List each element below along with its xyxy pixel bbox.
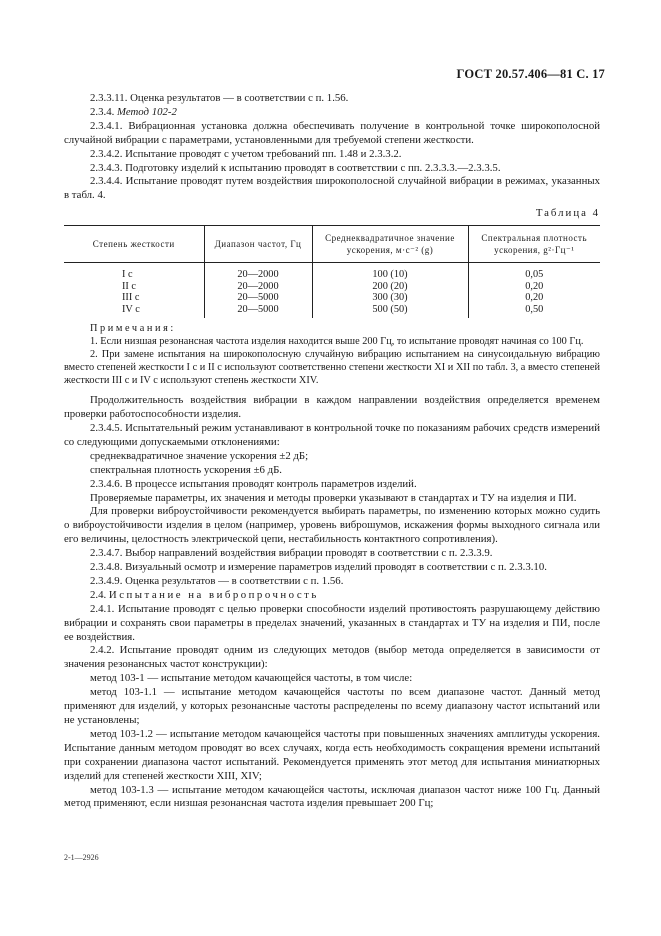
table-cell: 20—5000 bbox=[204, 304, 312, 319]
table-row bbox=[64, 304, 600, 319]
table-cell: 300 (30) bbox=[312, 292, 468, 304]
table-cell: 0,50 bbox=[468, 304, 600, 319]
table-caption: Таблица 4 bbox=[535, 207, 600, 220]
column-header: Степень жесткости bbox=[64, 226, 204, 263]
paragraph: 2.3.4.6. В процессе испытания проводят контроль параметров изделий. bbox=[90, 477, 417, 490]
paragraph: Проверяемые параметры, их значения и методы проверки указывают в стандартах и ТУ на изделия и ПИ. bbox=[90, 491, 577, 504]
paragraph: 2.3.4.1. Вибрационная установка должна обеспечивать получение в контрольной точке широкополосной случайной вибрации с параметрами, установленными для требуемой степени жесткости. bbox=[64, 119, 600, 146]
table-header-row bbox=[64, 226, 600, 263]
document-body bbox=[64, 92, 600, 811]
table-cell: I с bbox=[122, 269, 133, 281]
list-item: метод 103-1.1 — испытание методом качающейся частоты по всем диапазоне частот. Данный метод применяют для изделий, у которых резонансные частоты распределены по всему диапазону частот испытаний или не установлены; bbox=[64, 686, 600, 726]
paragraph: 2.3.3.11. Оценка результатов — в соответствии с п. 1.56. bbox=[90, 92, 349, 104]
paragraph: 2.3.4.8. Визуальный осмотр и измерение параметров изделий проводят в соответствии с п. 2.3.3.10. bbox=[90, 561, 547, 574]
paragraph: 2.4.1. Испытание проводят с целью проверки способности изделий противостоять разрушающему действию вибрации и сохранять свои параметры в пределах значений, указанных в стандартах и ТУ на изделия и ПИ, после ее воздействия. bbox=[64, 602, 600, 643]
section-heading-vibration-strength bbox=[64, 589, 600, 603]
list-item: спектральная плотность ускорения ±6 дБ. bbox=[90, 463, 282, 476]
paragraph: 2.3.4.5. Испытательный режим устанавливают в контрольной точке по показаниям рабочих средств измерений со следующими допускаемыми отклонениями: bbox=[64, 421, 600, 448]
table-cell: 200 (20) bbox=[312, 281, 468, 293]
section-number: 2.3.4. bbox=[90, 105, 115, 118]
paragraph: 2.3.4.3. Подготовку изделий к испытанию проводят в соответствии с пп. 2.3.3.3.—2.3.3.5. bbox=[90, 161, 501, 174]
column-header: Диапазон частот, Гц bbox=[204, 226, 312, 263]
table-cell: 0,20 bbox=[468, 292, 600, 304]
list-item: метод 103-1.3 — испытание методом качающейся частоты, исключая диапазон частот ниже 100 Гц. Данный метод применяют, если низшая резонансная частота изделия превышает 200 Гц; bbox=[64, 783, 600, 810]
table-row bbox=[64, 292, 600, 304]
paragraph: 2.3.4.4. Испытание проводят путем воздействия широкополосной случайной вибрации в режимах, указанных в табл. 4. bbox=[64, 175, 600, 202]
note-item: 2. При замене испытания на широкополосную случайную вибрацию испытанием на синусоидальную вибрацию вместо степеней жесткости I с и II с используют соответственно степени жесткости XI и XII по табл. 3, а вместо степеней жесткости III с и IV с используют степень жесткости XIV. bbox=[64, 349, 600, 387]
paragraph: 2.3.4.9. Оценка результатов — в соответствии с п. 1.56. bbox=[90, 574, 344, 587]
notes-title: Примечания: bbox=[90, 323, 176, 335]
note-item: 1. Если низшая резонансная частота изделия находится выше 200 Гц, то испытание проводят начиная со 100 Гц. bbox=[90, 336, 584, 348]
table-cell: IV с bbox=[122, 303, 140, 315]
paragraph: 2.3.4.7. Выбор направлений воздействия вибрации проводят в соответствии с п. 2.3.3.9. bbox=[90, 547, 493, 560]
table-row bbox=[64, 263, 600, 281]
paragraph: Продолжительность воздействия вибрации в каждом направлении воздействия определяется временем проверки работоспособности изделия. bbox=[64, 394, 600, 421]
table-cell: III с bbox=[122, 292, 140, 304]
table-cell: 100 (10) bbox=[312, 263, 468, 281]
table-cell: 0,05 bbox=[468, 263, 600, 281]
page-header: ГОСТ 20.57.406—81 С. 17 bbox=[456, 67, 605, 81]
list-item: метод 103-1.2 — испытание методом качающейся частоты при повышенных значениях амплитуды ускорения. Испытание данным методом проводят во всех случаях, когда есть необходимость сокращения времени испытаний при сохранении диапазона частот испытаний. Рекомендуется применять этот метод для испытания миниатюрных изделий для степеней жесткости XIII, XIV; bbox=[64, 727, 600, 782]
table-cell: 20—2000 bbox=[204, 263, 312, 281]
paragraph: 2.3.4.2. Испытание проводят с учетом требований пп. 1.48 и 2.3.3.2. bbox=[90, 147, 402, 160]
table-cell: 20—2000 bbox=[204, 281, 312, 293]
data-table bbox=[64, 225, 600, 318]
section-heading-method bbox=[64, 106, 600, 120]
list-item: метод 103-1 — испытание методом качающейся частоты, в том числе: bbox=[90, 672, 413, 685]
section-title: Испытание на вибропрочность bbox=[108, 588, 319, 601]
column-header: Спектральная плотность ускорения, g²·Гц⁻¹ bbox=[468, 226, 600, 263]
table-cell: 0,20 bbox=[468, 281, 600, 293]
table-cell: 500 (50) bbox=[312, 304, 468, 319]
section-number: 2.4. bbox=[90, 588, 107, 601]
table-row bbox=[64, 281, 600, 293]
column-header: Среднеквадратичное значение ускорения, м·с⁻² (g) bbox=[312, 226, 468, 263]
paragraph: Для проверки виброустойчивости рекомендуется выбирать параметры, по изменению которых можно судить о виброустойчивости изделия в целом (например, уровень виброшумов, искажения формы выходного сигнала или его величины, целостность электрической цепи, нестабильность контактного сопротивления). bbox=[64, 505, 600, 546]
list-item: среднеквадратичное значение ускорения ±2 дБ; bbox=[90, 449, 309, 462]
method-title: Метод 102-2 bbox=[117, 105, 177, 118]
paragraph: 2.4.2. Испытание проводят одним из следующих методов (выбор метода определяется в зависимости от значения резонансных частот конструкции): bbox=[64, 644, 600, 671]
table-cell: 20—5000 bbox=[204, 292, 312, 304]
page-footer-code: 2-1—2926 bbox=[64, 853, 99, 862]
notes-block bbox=[64, 322, 600, 387]
table-cell: II с bbox=[122, 280, 137, 292]
